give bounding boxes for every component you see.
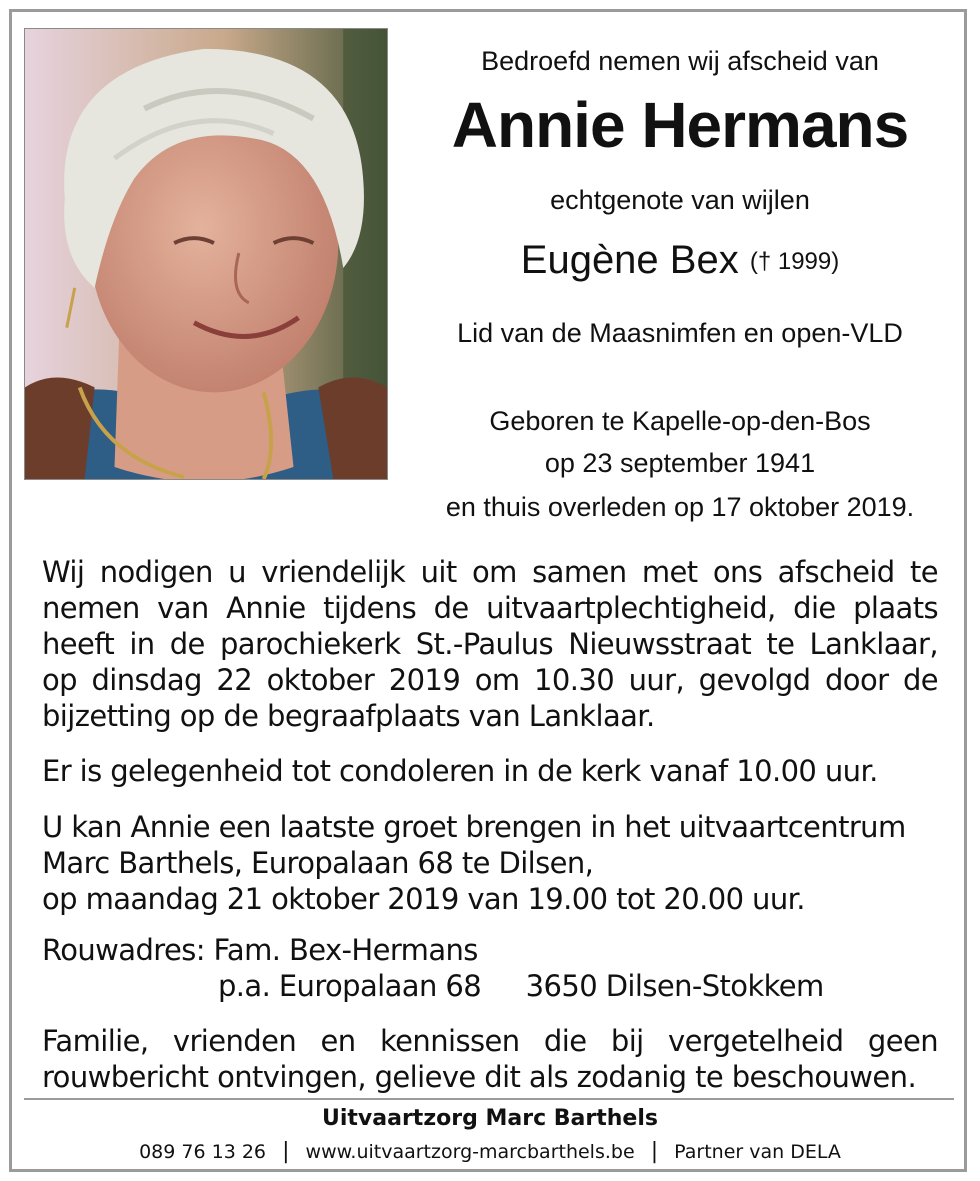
mourning-address <box>42 932 938 1004</box>
address-street: p.a. Europalaan 68 <box>218 969 482 1003</box>
spouse-death-year: († 1999) <box>749 248 840 275</box>
closing-line: Familie, vrienden en kennissen die bij vergetelheid geen <box>42 1024 938 1058</box>
separator: | <box>650 1139 659 1164</box>
address-line <box>42 968 938 1004</box>
farewell-line: Marc Barthels, Europalaan 68 te Dilsen, <box>42 846 594 880</box>
spouse-intro: echtgenote van wijlen <box>550 185 810 215</box>
invitation-paragraph <box>42 554 938 734</box>
separator: | <box>282 1139 290 1164</box>
footer-divider <box>24 1098 954 1100</box>
invitation-line: heeft in de parochiekerk St.-Paulus Nieuwsstraat te Lanklaar, <box>42 627 938 661</box>
farewell-paragraph <box>42 809 938 917</box>
portrait-photo <box>24 28 388 480</box>
address-city: 3650 Dilsen-Stokkem <box>525 969 824 1003</box>
footer-contact <box>0 1139 980 1164</box>
address-line: Rouwadres: Fam. Bex-Hermans <box>42 933 478 967</box>
birth-date: op 23 september 1941 <box>544 448 816 478</box>
intro-text: Bedroefd nemen wij afscheid van <box>481 46 879 76</box>
closing-line: rouwbericht ontvingen, gelieve dit als zodanig te beschouwen. <box>42 1060 917 1094</box>
spouse-name: Eugène Bex <box>520 238 739 282</box>
farewell-line: U kan Annie een laatste groet brengen in het uitvaartcentrum <box>42 810 906 844</box>
invitation-line: Wij nodigen u vriendelijk uit om samen met ons afscheid te <box>42 555 938 589</box>
partner-text: Partner van DELA <box>674 1141 841 1163</box>
deceased-name: Annie Hermans <box>451 89 909 161</box>
membership-text: Lid van de Maasnimfen en open-VLD <box>457 318 903 348</box>
death-text: en thuis overleden op 17 oktober 2019. <box>445 492 915 522</box>
farewell-line: op maandag 21 oktober 2019 van 19.00 tot 20.00 uur. <box>42 882 805 916</box>
spouse-line <box>400 238 960 283</box>
company-name: Uitvaartzorg Marc Barthels <box>322 1106 658 1131</box>
condolence-text: Er is gelegenheid tot condoleren in de kerk vanaf 10.00 uur. <box>42 754 878 788</box>
invitation-line: op dinsdag 22 oktober 2019 om 10.30 uur, gevolgd door de <box>42 663 938 697</box>
invitation-line: nemen van Annie tijdens de uitvaartplechtigheid, die plaats <box>42 591 938 625</box>
invitation-line: bijzetting op de begraafplaats van Lanklaar. <box>42 699 655 733</box>
birth-place: Geboren te Kapelle-op-den-Bos <box>489 406 871 436</box>
company-phone: 089 76 13 26 <box>139 1141 267 1163</box>
closing-paragraph <box>42 1023 938 1095</box>
company-website[interactable]: www.uitvaartzorg-marcbarthels.be <box>305 1141 635 1163</box>
